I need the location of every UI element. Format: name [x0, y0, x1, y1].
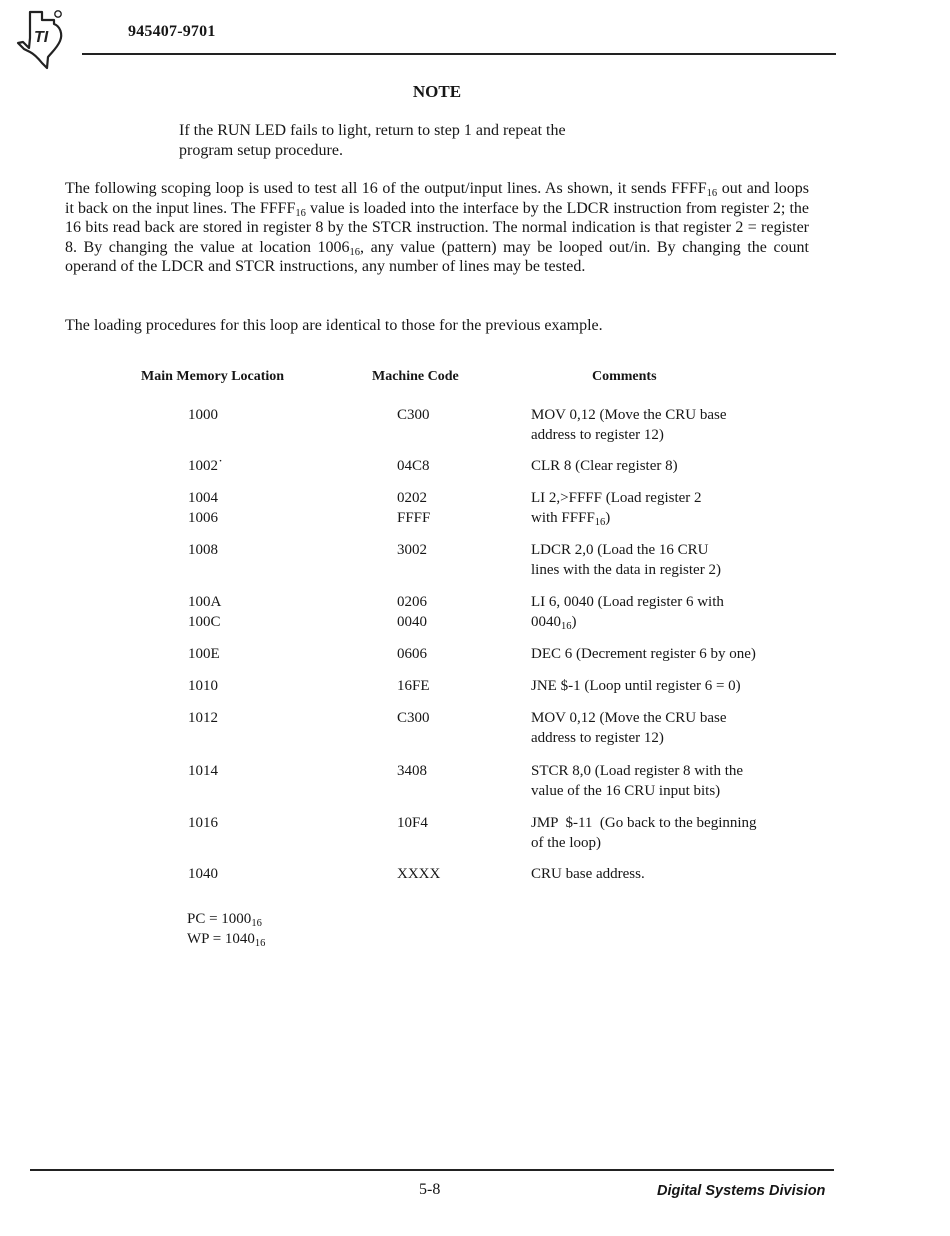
location-line: 1006	[188, 510, 218, 526]
comment-line: MOV 0,12 (Move the CRU base	[531, 710, 727, 726]
comment-line: DEC 6 (Decrement register 6 by one)	[531, 646, 756, 662]
cell-code: C300	[397, 407, 430, 423]
body-paragraph	[65, 179, 809, 277]
cell-comment	[531, 592, 821, 632]
column-header-location: Main Memory Location	[141, 369, 285, 384]
cell-code	[397, 592, 427, 632]
comment-line: CLR 8 (Clear register 8)	[531, 458, 678, 474]
comment-line: LI 6, 0040 (Load register 6 with	[531, 594, 724, 610]
note-line: If the RUN LED fails to light, return to step 1 and repeat the	[179, 122, 566, 139]
note-line: program setup procedure.	[179, 142, 343, 159]
cell-comment	[531, 540, 821, 580]
ti-texas-logo-icon	[14, 8, 74, 72]
column-header-code: Machine Code	[372, 369, 459, 384]
comment-line: address to register 12)	[531, 427, 664, 443]
comment-line: of the loop)	[531, 835, 601, 851]
cell-code: C300	[397, 710, 430, 726]
footer-rule	[30, 1169, 834, 1171]
code-line: 0040	[397, 614, 427, 630]
location-line: 100A	[188, 594, 222, 610]
cell-code: 3002	[397, 542, 427, 558]
code-line: 0202	[397, 490, 427, 506]
cell-comment	[531, 761, 821, 801]
cell-location: 1040	[188, 866, 218, 882]
location-line: 1004	[188, 490, 218, 506]
division-name: Digital Systems Division	[657, 1183, 826, 1199]
comment-text: 0040	[531, 614, 561, 630]
cell-comment	[531, 813, 821, 853]
cell-location: 1002˙	[188, 458, 223, 474]
comment-text: )	[571, 614, 577, 630]
cell-comment	[531, 405, 821, 445]
cell-location: 1014	[188, 763, 218, 779]
code-line: 0206	[397, 594, 427, 610]
subscript: 16	[254, 938, 266, 949]
cell-location	[188, 592, 221, 632]
page-number: 5-8	[419, 1181, 441, 1198]
cell-comment	[531, 864, 821, 884]
cell-code: 10F4	[397, 815, 428, 831]
cell-code	[397, 488, 430, 528]
cell-comment	[531, 488, 821, 528]
comment-line: JNE $-1 (Loop until register 6 = 0)	[531, 678, 741, 694]
document-number: 945407-9701	[128, 23, 216, 40]
code-line: FFFF	[397, 510, 431, 526]
cell-location: 100E	[188, 646, 220, 662]
cell-location: 1010	[188, 678, 218, 694]
cell-location: 1008	[188, 542, 218, 558]
paragraph-text: out and loops it back on the input lines. The FFFF	[65, 180, 810, 217]
cell-location	[188, 488, 218, 528]
cell-comment	[531, 644, 821, 664]
comment-text: )	[605, 510, 611, 526]
subscript: 16	[251, 918, 262, 929]
register-text: PC = 1000	[187, 911, 252, 927]
subscript: 16	[561, 621, 572, 632]
workspace-pointer	[187, 929, 265, 949]
comment-line	[531, 612, 821, 632]
body-paragraph: The loading procedures for this loop are identical to those for the previous example.	[65, 317, 603, 334]
subscript: 16	[349, 246, 361, 258]
paragraph-text: , any value (pattern) may be looped out/in. By changing the count operand of the LDCR and STCR instructions, any number of lines may be tested.	[65, 238, 809, 275]
comment-line	[531, 508, 821, 528]
cell-location: 1000	[188, 407, 218, 423]
cell-location: 1016	[188, 815, 218, 831]
cell-comment	[531, 708, 821, 748]
note-body	[179, 121, 699, 161]
comment-line: lines with the data in register 2)	[531, 562, 721, 578]
program-counter	[187, 909, 262, 929]
location-line: 100C	[188, 614, 221, 630]
subscript: 16	[594, 517, 606, 528]
comment-line: value of the 16 CRU input bits)	[531, 783, 721, 799]
comment-text: with FFFF	[531, 510, 595, 526]
paragraph-text: value is loaded into the interface by the LDCR instruction from register 2; the 16 bits read back are stored in register 8 by the STCR instruction. The normal indication is that register 2 = register 8. By changing the value at location 1006	[65, 199, 809, 256]
cell-code: 0606	[397, 646, 427, 662]
svg-text:TI: TI	[34, 29, 49, 46]
register-text: WP = 1040	[187, 931, 255, 947]
cell-comment	[531, 676, 821, 696]
comment-line: STCR 8,0 (Load register 8 with the	[531, 763, 744, 779]
subscript: 16	[706, 188, 718, 199]
paragraph-text: The following scoping loop is used to test all 16 of the output/input lines. As shown, it sends FFFF	[65, 180, 707, 197]
cell-code: 04C8	[397, 458, 430, 474]
header-rule	[82, 53, 836, 55]
comment-line: JMP $-11 (Go back to the beginning	[531, 815, 757, 831]
comment-line: address to register 12)	[531, 730, 664, 746]
comment-line: LDCR 2,0 (Load the 16 CRU	[531, 542, 709, 558]
cell-location: 1012	[188, 710, 218, 726]
cell-code: 3408	[397, 763, 427, 779]
column-header-comments: Comments	[592, 369, 657, 384]
cell-code: XXXX	[397, 866, 441, 882]
subscript: 16	[295, 207, 306, 219]
cell-code: 16FE	[397, 678, 430, 694]
comment-line: MOV 0,12 (Move the CRU base	[531, 407, 727, 423]
comment-line: LI 2,>FFFF (Load register 2	[531, 490, 702, 506]
comment-line: CRU base address.	[531, 866, 645, 882]
note-title: NOTE	[412, 82, 462, 101]
cell-comment	[531, 456, 821, 476]
